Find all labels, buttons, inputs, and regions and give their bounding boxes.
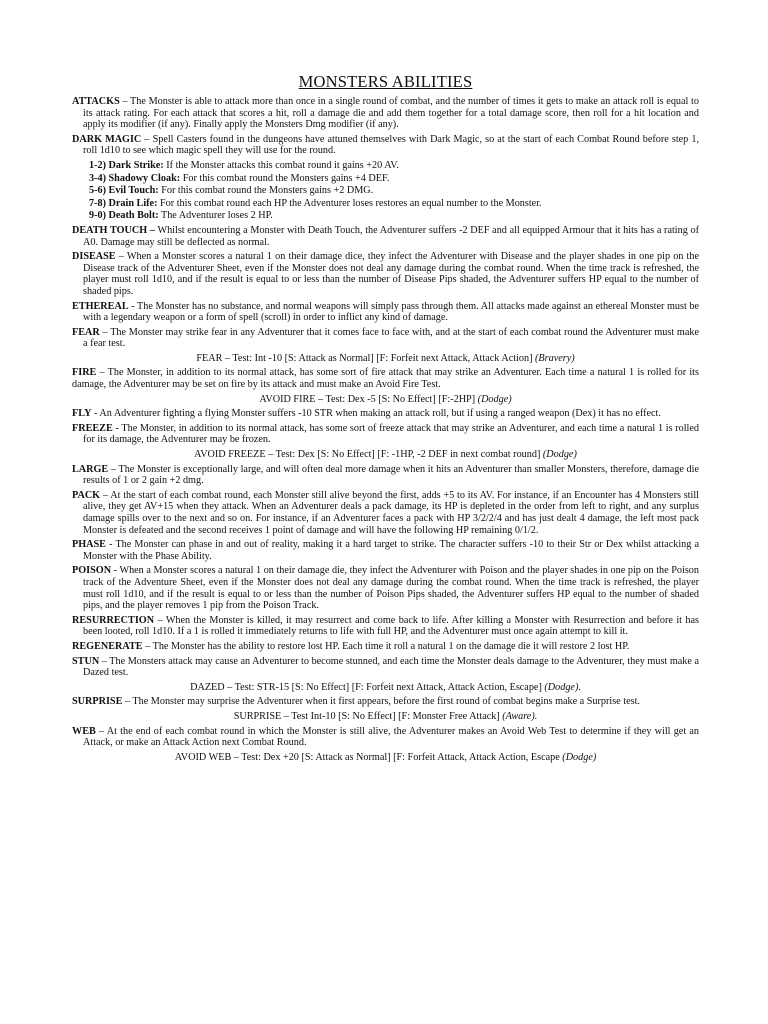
spell-item <box>89 185 699 197</box>
ability-separator: - <box>91 408 100 420</box>
ability-separator: – <box>99 326 111 338</box>
ability-web <box>72 726 699 749</box>
avoid-web-test <box>72 752 699 764</box>
surprise-test <box>72 711 699 723</box>
ability-term: DARK MAGIC <box>72 133 142 145</box>
ability-term: PHASE <box>72 539 106 551</box>
test-rule: FEAR – Test: Int -10 [S: Attack as Normal] [F: Forfeit next Attack, Attack Action] <box>196 352 533 364</box>
ability-resurrection <box>72 615 699 638</box>
ability-term: SURPRISE <box>72 696 123 708</box>
ability-description: When a Monster scores a natural 1 on their damage die, they infect the Adventurer with Poison and the player shades in one pip on the Poison track of the Adventure Sheet, even if the Monster does not deal any damage during the combat round. When the time track is refreshed, the player must roll 1d10, and if the result is equal to or less than the number of Poison Pips shaded, the Adventurer suffers HP equal to the number of shaded pips, and the player removes 1 pip from the Poison Track. <box>83 565 699 612</box>
avoid-fire-test <box>72 394 699 406</box>
ability-separator: – <box>100 489 111 501</box>
ability-fly <box>72 408 699 420</box>
test-rule: SURPRISE – Test Int-10 [S: No Effect] [F: Monster Free Attack] <box>233 710 500 722</box>
ability-surprise <box>72 696 699 708</box>
ability-pack <box>72 490 699 536</box>
spell-effect: For this combat round the Monsters gains +2 DMG. <box>161 185 374 197</box>
ability-description: The Monster, in addition to its normal attack, has some sort of fire attack that may strike an Adventurer. Each time a natural 1 is rolled for its damage, the Adventurer may be set on fire by its attack and must make an Avoid Fire Test. <box>72 367 699 391</box>
ability-term: LARGE <box>72 463 109 475</box>
ability-separator: - <box>105 539 116 551</box>
ability-separator: – <box>122 696 133 708</box>
fear-test <box>72 353 699 365</box>
ability-description: At the end of each combat round in which the Monster is still alive, the Adventurer makes an Avoid Web Test to determine if they will get an Attack, or make an Attack Action next Combat Round. <box>83 725 699 749</box>
test-skill: (Aware). <box>502 710 538 722</box>
spell-effect: For this combat round each HP the Adventurer loses restores an equal number to the Monster. <box>160 197 542 209</box>
document-page <box>72 72 699 766</box>
test-rule: AVOID FIRE – Test: Dex -5 [S: No Effect] [F:-2HP] <box>259 393 476 405</box>
ability-description: The Monster may strike fear in any Adventurer that it comes face to face with, and at the start of each combat round the Adventurer must make a fear test. <box>83 326 699 350</box>
spell-roll: 1-2) Dark Strike: <box>89 159 164 171</box>
page-title: MONSTERS ABILITIES <box>298 72 473 91</box>
ability-term: ATTACKS <box>72 96 120 107</box>
ability-term: WEB <box>72 725 96 737</box>
spell-roll: 3-4) Shadowy Cloak: <box>89 172 181 184</box>
test-skill: (Bravery) <box>535 352 575 364</box>
ability-description: The Monsters attack may cause an Adventurer to become stunned, and each time the Monster deals damage to the Adventurer, they must make a Dazed test. <box>83 655 700 679</box>
ability-attacks <box>72 96 699 131</box>
ability-separator: – <box>141 133 153 145</box>
ability-fire <box>72 367 699 390</box>
ability-poison <box>72 565 699 611</box>
ability-description: An Adventurer fighting a flying Monster suffers -10 STR when making an attack roll, but if using a ranged weapon (Dex) it has no effect. <box>99 408 661 420</box>
ability-separator: – <box>95 725 107 737</box>
test-skill: (Dodge) <box>477 393 512 405</box>
ability-term: FIRE <box>72 367 97 379</box>
ability-term: PACK <box>72 489 101 501</box>
ability-dark-magic <box>72 134 699 157</box>
ability-term: POISON <box>72 565 112 577</box>
ability-separator: – <box>142 640 153 652</box>
dazed-test <box>72 682 699 694</box>
ability-term: ETHEREAL <box>72 300 129 312</box>
spell-effect: The Adventurer loses 2 HP. <box>160 210 273 222</box>
ability-term: FEAR <box>72 326 100 338</box>
ability-description: Whilst encountering a Monster with Death Touch, the Adventurer suffers -2 DEF and all equipped Armour that it hits has a rating of A0. Damage may still be deflected as normal. <box>83 224 699 248</box>
ability-term: STUN <box>72 655 100 667</box>
spell-roll: 9-0) Death Bolt: <box>89 210 159 222</box>
ability-separator: – <box>154 614 166 626</box>
ability-regenerate <box>72 641 699 653</box>
ability-description: The Monster may surprise the Adventurer when it first appears, before the first round of combat begins make a Surprise test. <box>132 696 640 708</box>
ability-separator: – <box>99 655 110 667</box>
test-skill: (Dodge) <box>542 449 577 461</box>
avoid-freeze-test <box>72 449 699 461</box>
test-rule: AVOID FREEZE – Test: Dex [S: No Effect] [F: -1HP, -2 DEF in next combat round] <box>194 449 541 461</box>
spell-roll: 7-8) Drain Life: <box>89 197 158 209</box>
ability-term: DEATH TOUCH – <box>72 224 155 236</box>
spell-roll: 5-6) Evil Touch: <box>89 185 159 197</box>
ability-separator: – <box>115 251 127 263</box>
ability-phase <box>72 539 699 562</box>
test-rule: AVOID WEB – Test: Dex +20 [S: Attack as Normal] [F: Forfeit Attack, Attack Action, Escape <box>174 751 560 763</box>
test-skill: (Dodge). <box>544 681 581 693</box>
ability-description: When a Monster scores a natural 1 on their damage dice, they infect the Adventurer with Disease and the player shades in one pip on the Disease track of the Adventurer Sheet, even if the Monster does not deal any damage during the combat round. When the time track is refreshed, the player must roll 1d10, and if the result is equal to or less than the number of Disease Pips shaded, the Adventurer suffers HP equal to the number of shaded pips. <box>83 251 699 297</box>
ability-ethereal <box>72 301 699 324</box>
ability-death-touch <box>72 225 699 248</box>
ability-separator: – <box>119 96 131 107</box>
ability-separator: - <box>112 422 122 434</box>
ability-term: RESURRECTION <box>72 614 155 626</box>
ability-fear <box>72 327 699 350</box>
ability-term: REGENERATE <box>72 640 143 652</box>
ability-description: The Monster has the ability to restore lost HP. Each time it roll a natural 1 on the damage die it will restore 2 lost HP. <box>152 640 630 652</box>
ability-description: Spell Casters found in the dungeons have attuned themselves with Dark Magic, so at the start of each Combat Round before step 1, roll 1d10 to see which magic spell they will use for the round. <box>83 133 699 157</box>
ability-separator: – <box>96 367 108 379</box>
ability-separator: - <box>128 300 138 312</box>
ability-description: The Monster, in addition to its normal attack, has some sort of freeze attack that may strike an Adventurer, and each time a natural 1 is rolled for its damage, the Adventurer may be frozen. <box>83 422 699 446</box>
spell-effect: For this combat round the Monsters gains +4 DEF. <box>182 172 390 184</box>
spell-effect: If the Monster attacks this combat round it gains +20 AV. <box>166 159 399 171</box>
spell-item <box>89 210 699 222</box>
test-skill: (Dodge) <box>562 751 597 763</box>
ability-disease <box>72 251 699 297</box>
ability-description: The Monster can phase in and out of reality, making it a hard target to strike. The character suffers -10 to their Str or Dex whilst attacking a Monster with the Phase Ability. <box>83 539 699 562</box>
ability-description: The Monster has no substance, and normal weapons will simply pass through them. All attacks made against an ethereal Monster must be with a legendary weapon or a form of spell (scroll) in order to inflict any kind of damage. <box>83 300 699 324</box>
ability-description: The Monster is able to attack more than once in a single round of combat, and the number of times it gets to make an attack roll is equal to its attack rating. For each attack that scores a hit, roll a damage die and add them together for a total damage score, then roll for a hit location and apply its modifier (if any). Finally apply the Monsters Dmg modifier (if any). <box>83 96 699 131</box>
ability-freeze <box>72 423 699 446</box>
ability-large <box>72 464 699 487</box>
spell-item <box>89 198 699 210</box>
ability-term: DISEASE <box>72 251 116 263</box>
spell-item <box>89 160 699 172</box>
ability-description: When the Monster is killed, it may resurrect and come back to life. After killing a Monster with Resurrection and before it has been looted, roll 1d10. If a 1 is rolled it immediately returns to life with full HP, and the Adventurer must once again attempt to kill it. <box>83 614 699 638</box>
test-rule: DAZED – Test: STR-15 [S: No Effect] [F: Forfeit next Attack, Attack Action, Escape] <box>190 681 542 693</box>
ability-description: At the start of each combat round, each Monster still alive beyond the first, adds +5 to its AV. For instance, if an Encounter has 4 Monsters still alive, they get AV+15 when they attack. When an Adventurer deals a pack damage, its HP is depleted in the order from left to right, and any surplus damage spills over to the next and so on. For instance, if an Adventurer faces a pack with HP 3/2/2/4 and has just dealt 4 damage, the left most pack Monster is defeated and the second receives 1 point of damage and will have the following HP remaining 0/1/2. <box>83 489 700 536</box>
spell-item <box>89 173 699 185</box>
ability-term: FREEZE <box>72 422 113 434</box>
ability-separator: - <box>111 565 120 577</box>
ability-stun <box>72 656 699 679</box>
ability-separator: – <box>108 463 119 475</box>
ability-term: FLY <box>72 408 92 420</box>
ability-description: The Monster is exceptionally large, and will often deal more damage when it hits an Adventurer than smaller Monsters, therefore, damage die results of 1 or 2 gain +2 dmg. <box>83 463 699 487</box>
